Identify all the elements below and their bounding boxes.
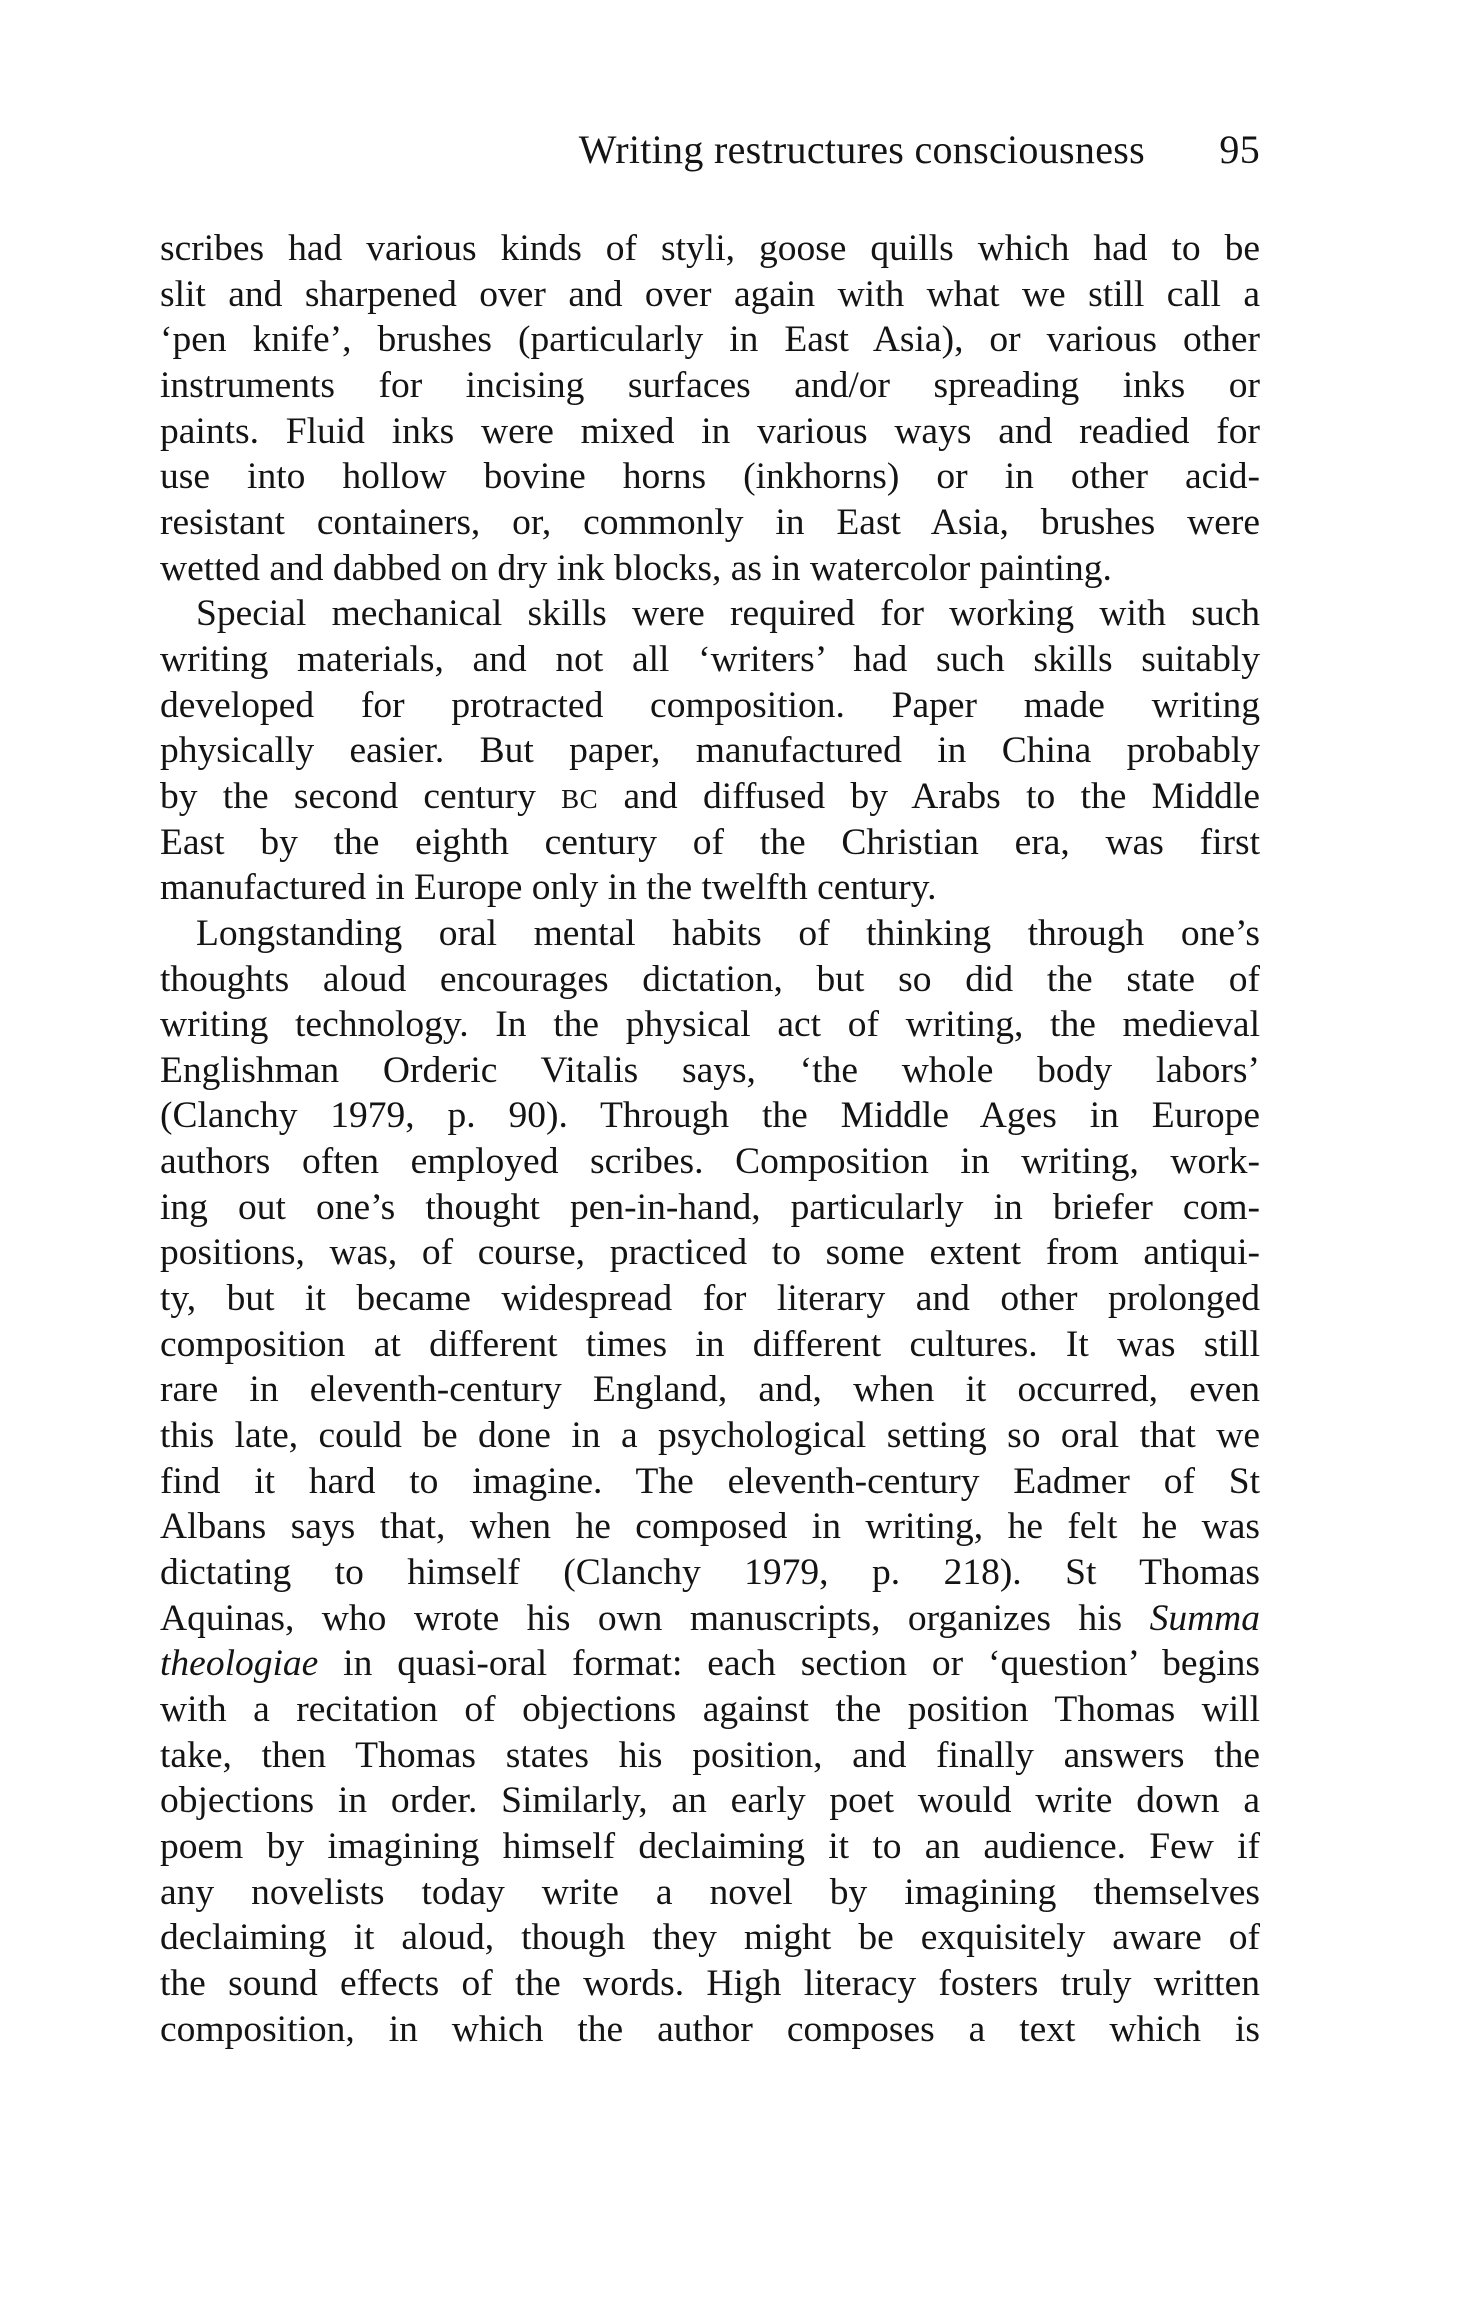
text-line (160, 1276, 1260, 1322)
running-head (160, 125, 1260, 175)
line-text: writing technology. In the physical act of writing, the medieval (160, 1004, 1260, 1046)
line-text: any novelists today write a novel by imagining themselves (160, 1871, 1260, 1913)
text-line (160, 774, 1260, 820)
line-text: thoughts aloud encourages dictation, but so did the state of (160, 958, 1260, 1000)
text-line (160, 1048, 1260, 1094)
text-line (160, 865, 1260, 911)
text-line (160, 1824, 1260, 1870)
text-line (160, 1367, 1260, 1413)
line-text: physically easier. But paper, manufactured in China probably (160, 730, 1260, 772)
line-text: scribes had various kinds of styli, goose quills which had to be (160, 228, 1260, 269)
small-caps-text: BC (561, 783, 599, 814)
text-line (160, 1961, 1260, 2007)
text-line (160, 1322, 1260, 1368)
text-line (160, 1139, 1260, 1185)
line-text: by the second century (160, 775, 536, 817)
line-text: instruments for incising surfaces and/or spreading inks or (160, 364, 1260, 406)
line-text: Special mechanical skills were required for working with such (196, 593, 1260, 635)
line-text: this late, could be done in a psychological setting so oral that we (160, 1415, 1260, 1457)
line-text: ty, but it became widespread for literary and other prolonged (160, 1278, 1260, 1320)
line-text: Albans says that, when he composed in writing, he felt he was (160, 1506, 1260, 1548)
line-text: manufactured in Europe only in the twelfth century. (160, 867, 937, 909)
line-text: and diffused by Arabs to the Middle (623, 775, 1260, 817)
line-text: resistant containers, or, commonly in East Asia, brushes were (160, 501, 1260, 543)
line-text: the sound effects of the words. High literacy fosters truly written (160, 1962, 1260, 2004)
line-text: rare in eleventh-century England, and, when it occurred, even (160, 1369, 1260, 1411)
text-line (160, 1230, 1260, 1276)
text-line (160, 317, 1260, 363)
text-line (160, 500, 1260, 546)
line-text: Aquinas, who wrote his own manuscripts, organizes his (160, 1597, 1123, 1639)
text-line (160, 1687, 1260, 1733)
text-line (160, 1915, 1260, 1961)
text-line (160, 728, 1260, 774)
text-line (160, 1504, 1260, 1550)
body-text (160, 226, 1260, 2052)
line-text: writing materials, and not all ‘writers’ had such skills suitably (160, 638, 1260, 680)
text-line (160, 1550, 1260, 1596)
line-text: slit and sharpened over and over again with what we still call a (160, 273, 1260, 315)
text-line (160, 2007, 1260, 2053)
text-line (160, 1002, 1260, 1048)
text-line (160, 226, 1260, 272)
text-line (160, 911, 1260, 957)
line-text: positions, was, of course, practiced to some extent from antiqui- (160, 1232, 1260, 1274)
text-line (160, 1093, 1260, 1139)
line-text: dictating to himself (Clanchy 1979, p. 218). St Thomas (160, 1552, 1260, 1594)
text-line (160, 272, 1260, 318)
text-line (160, 454, 1260, 500)
line-text: ing out one’s thought pen-in-hand, particularly in briefer com- (160, 1186, 1260, 1228)
text-line (160, 637, 1260, 683)
line-text: composition, in which the author composes a text which is (160, 2008, 1260, 2050)
line-text: paints. Fluid inks were mixed in various ways and readied for (160, 410, 1260, 452)
line-text: East by the eighth century of the Christian era, was first (160, 821, 1260, 863)
text-line (160, 1641, 1260, 1687)
line-text: developed for protracted composition. Paper made writing (160, 684, 1260, 726)
page-number: 95 (1219, 127, 1260, 172)
line-text: find it hard to imagine. The eleventh-century Eadmer of St (160, 1460, 1260, 1502)
text-line (160, 409, 1260, 455)
line-text: Longstanding oral mental habits of thinking through one’s (196, 912, 1260, 954)
line-text: declaiming it aloud, though they might be exquisitely aware of (160, 1917, 1260, 1959)
line-text: poem by imagining himself declaiming it to an audience. Few if (160, 1825, 1260, 1867)
line-text: with a recitation of objections against the position Thomas will (160, 1689, 1260, 1730)
text-line (160, 683, 1260, 729)
text-line (160, 1413, 1260, 1459)
italic-text: theologiae (160, 1643, 319, 1685)
italic-text: Summa (1149, 1597, 1260, 1639)
text-line (160, 957, 1260, 1003)
text-line (160, 1459, 1260, 1505)
text-line (160, 1185, 1260, 1231)
running-title: Writing restructures consciousness (578, 127, 1145, 172)
text-line (160, 546, 1260, 592)
line-text: take, then Thomas states his position, and finally answers the (160, 1734, 1260, 1776)
text-line (160, 591, 1260, 637)
line-text: composition at different times in different cultures. It was still (160, 1323, 1260, 1365)
line-text: wetted and dabbed on dry ink blocks, as in watercolor painting. (160, 547, 1112, 589)
text-line (160, 363, 1260, 409)
line-text: objections in order. Similarly, an early poet would write down a (160, 1780, 1260, 1822)
text-line (160, 1778, 1260, 1824)
text-line (160, 820, 1260, 866)
text-line (160, 1870, 1260, 1916)
line-text: Englishman Orderic Vitalis says, ‘the whole body labors’ (160, 1049, 1260, 1091)
line-text: in quasi-oral format: each section or ‘question’ begins (343, 1643, 1261, 1685)
line-text: ‘pen knife’, brushes (particularly in East Asia), or various other (160, 319, 1260, 361)
text-line (160, 1596, 1260, 1642)
line-text: (Clanchy 1979, p. 90). Through the Middle Ages in Europe (160, 1095, 1260, 1137)
text-line (160, 1733, 1260, 1779)
line-text: authors often employed scribes. Composition in writing, work- (160, 1141, 1260, 1183)
line-text: use into hollow bovine horns (inkhorns) or in other acid- (160, 456, 1260, 498)
